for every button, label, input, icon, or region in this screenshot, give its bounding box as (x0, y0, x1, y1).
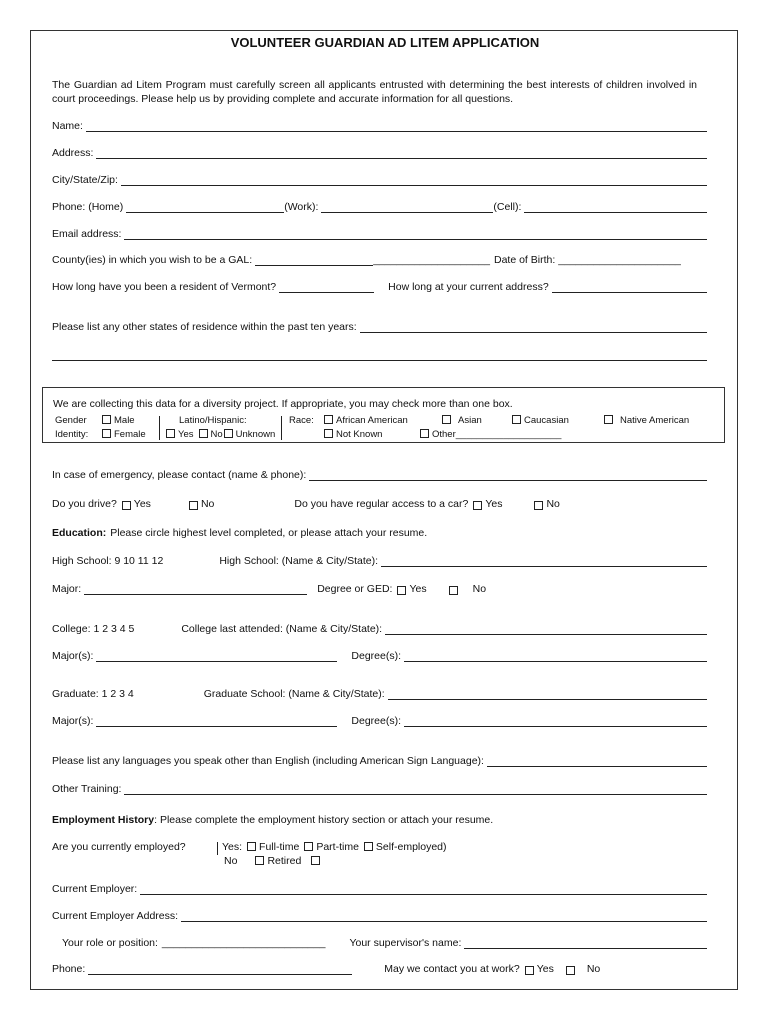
college-name-field[interactable] (385, 623, 707, 635)
car-yes-checkbox[interactable] (473, 501, 482, 510)
race-other[interactable] (415, 429, 561, 441)
native-american-label: Native American (620, 415, 690, 426)
employer-address-label: Current Employer Address: (52, 910, 179, 922)
gender-label-2: Identity: (55, 429, 89, 440)
other-states-row (52, 319, 707, 333)
county-row (52, 252, 707, 266)
employer-row (52, 881, 707, 895)
race-caucasian[interactable] (507, 415, 569, 427)
gender-label-1: Gender (55, 415, 87, 426)
race-african-american[interactable] (319, 415, 408, 427)
college-name-label: College last attended: (Name & City/State): (181, 623, 383, 635)
race-native-american[interactable] (599, 415, 689, 427)
divider (159, 416, 160, 440)
city-label: City/State/Zip: (52, 174, 118, 186)
hs-name-field[interactable] (381, 555, 707, 567)
emergency-field[interactable] (309, 469, 707, 481)
ged-yes-label: Yes (409, 583, 427, 595)
car-yes-label: Yes (485, 498, 503, 510)
address-field[interactable] (96, 147, 707, 159)
college-major-label: Major(s): (52, 650, 94, 662)
asian-checkbox[interactable] (442, 415, 451, 424)
no-checkbox[interactable] (311, 856, 320, 865)
drive-yes-checkbox[interactable] (122, 501, 131, 510)
role-row (62, 935, 707, 949)
name-row (52, 118, 707, 132)
college-levels[interactable]: College: 1 2 3 4 5 (52, 623, 135, 635)
latino-no-checkbox[interactable] (199, 429, 208, 438)
caucasian-label: Caucasian (524, 415, 569, 426)
not-known-label: Not Known (336, 429, 383, 440)
employment-instructions: : Please complete the employment history section or attach your resume. (154, 814, 494, 826)
grad-levels[interactable]: Graduate: 1 2 3 4 (52, 688, 134, 700)
resident-vt-field[interactable] (279, 281, 374, 293)
employment-heading: Employment History (52, 814, 155, 826)
employer-address-field[interactable] (181, 910, 707, 922)
degree-ged-label: Degree or GED: (317, 583, 393, 595)
other-states-row-2 (52, 347, 707, 361)
form-title: VOLUNTEER GUARDIAN AD LITEM APPLICATION (230, 35, 540, 50)
residency-row (52, 279, 707, 293)
other-states-field-2[interactable] (52, 349, 707, 361)
ged-yes-checkbox[interactable] (397, 586, 406, 595)
latino-no-label: No (210, 429, 223, 440)
hs-name-label: High School: (Name & City/State): (219, 555, 379, 567)
city-field[interactable] (121, 174, 707, 186)
address-label: Address: (52, 147, 94, 159)
grad-major-row (52, 713, 707, 727)
college-degree-label: Degree(s): (351, 650, 402, 662)
other-states-label: Please list any other states of residence within the past ten years: (52, 321, 357, 333)
county-label: County(ies) in which you wish to be a GAL: (52, 254, 253, 266)
phone-cell-field[interactable] (524, 201, 707, 213)
drive-yes-label: Yes (133, 498, 151, 510)
not-known-checkbox[interactable] (324, 429, 333, 438)
male-label: Male (114, 415, 135, 426)
other-label: Other (432, 429, 456, 440)
email-row (52, 226, 707, 240)
latino-unknown-checkbox[interactable] (224, 429, 233, 438)
current-address-field[interactable] (552, 281, 707, 293)
african-american-checkbox[interactable] (324, 415, 333, 424)
asian-label: Asian (458, 415, 482, 426)
latino-yes-checkbox[interactable] (166, 429, 175, 438)
caucasian-checkbox[interactable] (512, 415, 521, 424)
education-heading: Education: (52, 527, 107, 539)
ged-no-checkbox[interactable] (449, 586, 458, 595)
retired-label: Retired (267, 855, 302, 867)
other-states-field[interactable] (360, 321, 707, 333)
race-asian[interactable] (437, 415, 482, 427)
grad-major-field[interactable] (96, 715, 337, 727)
work-phone-row (52, 961, 707, 975)
latino-yes-label: Yes (178, 429, 194, 440)
hs-major-field[interactable] (84, 583, 307, 595)
employer-label: Current Employer: (52, 883, 138, 895)
drive-no-checkbox[interactable] (189, 501, 198, 510)
race-not-known[interactable] (319, 429, 382, 441)
college-degree-field[interactable] (404, 650, 707, 662)
ged-no-label: No (472, 583, 487, 595)
contact-yes-label: Yes (536, 963, 554, 975)
male-checkbox[interactable] (102, 415, 111, 424)
employer-field[interactable] (140, 883, 707, 895)
college-major-field[interactable] (96, 650, 337, 662)
contact-yes-checkbox[interactable] (525, 966, 534, 975)
intro-paragraph: The Guardian ad Litem Program must carefully screen all applicants entrusted with determining the best interests of children involved in court proceedings. Please help us by providing complete and accurate information for all questions. (52, 79, 697, 105)
name-label: Name: (52, 120, 83, 132)
emergency-label: In case of emergency, please contact (name & phone): (52, 469, 307, 481)
drive-no-label: No (200, 498, 215, 510)
drive-row (52, 496, 707, 510)
city-row (52, 172, 707, 186)
latino-options (161, 429, 275, 441)
gender-female[interactable] (97, 429, 146, 441)
role-label: Your role or position: (62, 937, 158, 949)
training-field[interactable] (124, 783, 707, 795)
employer-address-row (52, 908, 707, 922)
training-label: Other Training: (52, 783, 122, 795)
hs-levels[interactable]: High School: 9 10 11 12 (52, 555, 164, 567)
work-phone-field[interactable] (88, 963, 352, 975)
diversity-box (42, 387, 725, 443)
contact-no-checkbox[interactable] (566, 966, 575, 975)
drive-label: Do you drive? (52, 498, 117, 510)
phone-work-label: (Work): (284, 201, 319, 213)
divider (217, 842, 218, 855)
hs-major-row (52, 581, 707, 595)
car-label: Do you have regular access to a car? (294, 498, 469, 510)
african-american-label: African American (336, 415, 408, 426)
retired-checkbox[interactable] (255, 856, 264, 865)
work-phone-label: Phone: (52, 963, 86, 975)
diversity-intro: We are collecting this data for a diversity project. If appropriate, you may check more than one box. (53, 398, 513, 410)
self-employed-checkbox[interactable] (364, 842, 373, 851)
dob-field[interactable]: _____________________ (558, 254, 681, 266)
resident-vt-label: How long have you been a resident of Vermont? (52, 281, 277, 293)
race-label: Race: (289, 415, 314, 426)
employed-question: Are you currently employed? (52, 841, 186, 853)
self-employed-label: Self-employed) (375, 841, 447, 853)
full-time-checkbox[interactable] (247, 842, 256, 851)
part-time-label: Part-time (316, 841, 359, 853)
languages-label: Please list any languages you speak other than English (including American Sign Language): (52, 755, 484, 767)
contact-no-label: No (586, 963, 601, 975)
county-fill: ____________________ (373, 254, 490, 266)
phone-home-label: Phone: (Home) (52, 201, 124, 213)
latino-unknown-label: Unknown (235, 429, 276, 440)
employed-yes-options (222, 841, 447, 853)
employed-no-options (224, 855, 323, 867)
part-time-checkbox[interactable] (304, 842, 313, 851)
latino-label: Latino/Hispanic: (179, 415, 247, 426)
contact-work-label: May we contact you at work? (384, 963, 520, 975)
email-field[interactable] (124, 228, 707, 240)
grad-name-label: Graduate School: (Name & City/State): (203, 688, 385, 700)
employed-no-label: No (224, 855, 238, 867)
education-row (52, 525, 707, 539)
phone-cell-label: (Cell): (493, 201, 522, 213)
graduate-row (52, 686, 707, 700)
education-instructions: Please circle highest level completed, or please attach your resume. (110, 527, 428, 539)
female-label: Female (114, 429, 146, 440)
languages-field[interactable] (487, 755, 707, 767)
dob-label: Date of Birth: (493, 254, 556, 266)
grad-degree-label: Degree(s): (351, 715, 402, 727)
grad-name-field[interactable] (388, 688, 707, 700)
address-row (52, 145, 707, 159)
name-field[interactable] (86, 120, 707, 132)
high-school-row (52, 553, 707, 567)
emergency-row (52, 467, 707, 481)
car-no-label: No (546, 498, 560, 510)
training-row (52, 781, 707, 795)
role-field[interactable]: ____________________________ (161, 937, 326, 949)
employment-heading-row (52, 812, 707, 826)
other-field[interactable]: ____________________ (455, 429, 562, 440)
divider (281, 416, 282, 440)
supervisor-label: Your supervisor's name: (349, 937, 462, 949)
email-label: Email address: (52, 228, 122, 240)
current-address-label: How long at your current address? (388, 281, 549, 293)
college-major-row (52, 648, 707, 662)
hs-major-label: Major: (52, 583, 82, 595)
full-time-label: Full-time (259, 841, 300, 853)
native-american-checkbox[interactable] (604, 415, 613, 424)
grad-major-label: Major(s): (52, 715, 94, 727)
other-checkbox[interactable] (420, 429, 429, 438)
supervisor-field[interactable] (464, 937, 707, 949)
application-form (30, 30, 738, 990)
college-row (52, 621, 707, 635)
employed-yes-label: Yes: (222, 841, 243, 853)
grad-degree-field[interactable] (404, 715, 707, 727)
car-no-checkbox[interactable] (534, 501, 543, 510)
phone-home-field[interactable] (126, 201, 284, 213)
county-field[interactable] (255, 254, 373, 266)
phone-row (52, 199, 707, 213)
gender-male[interactable] (97, 415, 135, 427)
languages-row (52, 753, 707, 767)
phone-work-field[interactable] (321, 201, 493, 213)
female-checkbox[interactable] (102, 429, 111, 438)
